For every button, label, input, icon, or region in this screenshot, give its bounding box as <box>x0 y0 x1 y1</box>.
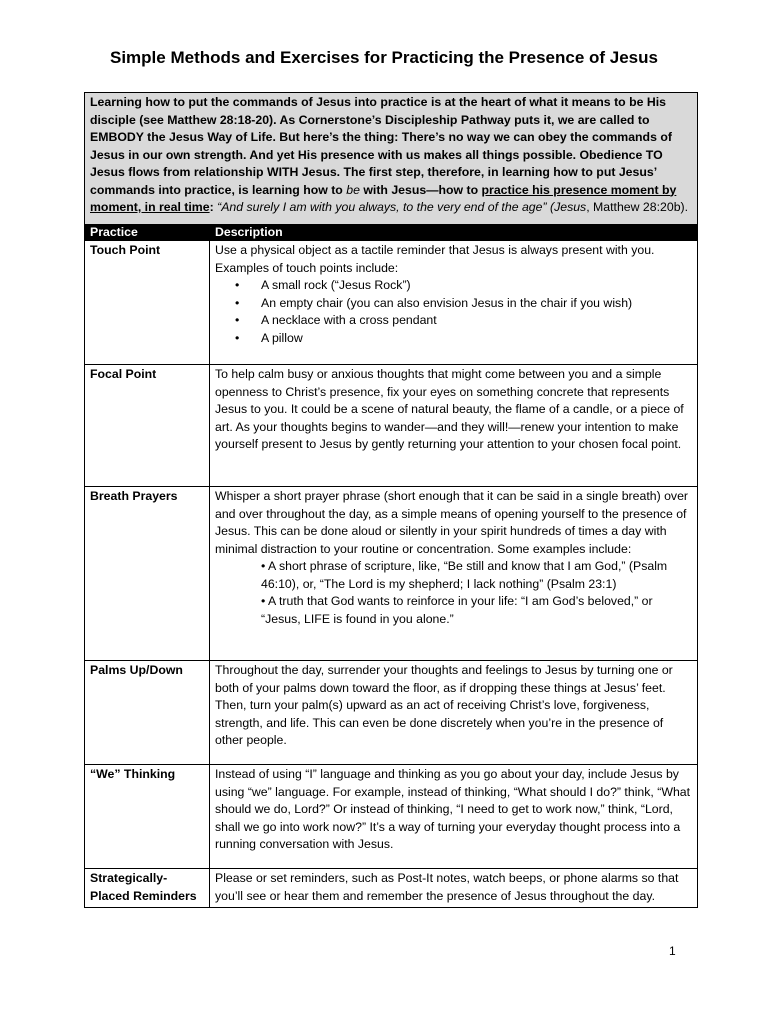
breath-prayers-text: Whisper a short prayer phrase (short enough that it can be said in a single breath) over and over throughout the day, as a simple means of opening yourself to the presence of Jesus. This can be done aloud or silently in your spirit hundreds of times a day with minimal distraction to your routine or concentration. Some examples include: <box>215 489 689 556</box>
touch-point-text: Use a physical object as a tactile reminder that Jesus is always present with you. Examples of touch points include: <box>215 243 655 275</box>
list-item: • A small rock (“Jesus Rock”) <box>261 277 692 295</box>
practice-reminders: Strategically-Placed Reminders <box>85 869 210 908</box>
table-row <box>85 765 698 869</box>
practice-palms: Palms Up/Down <box>85 661 210 765</box>
table-header-row <box>85 225 698 241</box>
table-row <box>85 661 698 765</box>
description-palms: Throughout the day, surrender your thoughts and feelings to Jesus by turning one or both of your palms down toward the floor, as if dropping these things at Jesus’ feet. Then, turn your palm(s) upward as an act of receiving Christ’s love, forgiveness, strength, and life. This can even be done discretely when you’re in the presence of other people. <box>210 661 698 765</box>
header-practice: Practice <box>85 225 210 241</box>
table-row <box>85 869 698 908</box>
intro-reference: , Matthew 28:20b <box>586 200 681 214</box>
description-breath-prayers <box>210 487 698 661</box>
intro-paragraph <box>85 93 698 225</box>
description-we-thinking: Instead of using “I” language and thinking as you go about your day, include Jesus by using “we” language. For example, instead of thinking, “What should I do?” think, “What should we do, Lord?” Or instead of thinking, “I need to get to work now,” think, “Lord, shall we go into work now?” It’s a way of turning your everyday thought process into a running conversation with Jesus. <box>210 765 698 869</box>
breath-example-1: • A short phrase of scripture, like, “Be still and know that I am God,” (Psalm 46:10), or, “The Lord is my shepherd; I lack nothing” (Psalm 23:1) <box>261 559 668 591</box>
intro-colon: : <box>209 200 218 214</box>
practices-table <box>84 92 698 908</box>
intro-quote-name: Jesus <box>554 200 587 214</box>
practice-breath-prayers: Breath Prayers <box>85 487 210 661</box>
practice-we-thinking: “We” Thinking <box>85 765 210 869</box>
description-touch-point <box>210 241 698 365</box>
intro-quote: “And surely I am with you always, to the very end of the age” ( <box>217 200 555 214</box>
breath-example-2: • A truth that God wants to reinforce in your life: “I am God’s beloved,” or “Jesus, LIFE is found in you alone.” <box>261 594 653 626</box>
list-item: • A pillow <box>261 330 692 348</box>
table-row <box>85 365 698 487</box>
practice-touch-point: Touch Point <box>85 241 210 365</box>
practice-focal-point: Focal Point <box>85 365 210 487</box>
intro-underlined: practice his presence moment by moment, in real time <box>90 182 677 214</box>
touch-point-list <box>215 277 692 347</box>
document-title: Simple Methods and Exercises for Practicing the Presence of Jesus <box>110 48 658 67</box>
intro-text-1: Learning how to put the commands of Jesus into practice is at the heart of what it means to be His disciple (see Matthew 28:18-20). As Cornerstone’s Discipleship Pathway puts it, we are called to EMBODY the Jesus Way of Life. But here’s the thing: There’s no way we can obey the commands of Jesus in our own strength. And yet His presence with us makes all things possible. Obedience TO Jesus flows from relationship WITH Jesus. The first step, therefore, in learning how to put Jesus’ commands into practice, is learning how to <box>90 95 672 197</box>
intro-row <box>85 93 698 225</box>
list-item: • A necklace with a cross pendant <box>261 312 692 330</box>
list-item: • An empty chair (you can also envision Jesus in the chair if you wish) <box>261 295 692 313</box>
intro-be: be <box>346 182 360 197</box>
description-reminders: Please or set reminders, such as Post-It notes, watch beeps, or phone alarms so that you’ll see or hear them and remember the presence of Jesus throughout the day. <box>210 869 698 908</box>
intro-text-2: with Jesus—how to <box>359 182 482 197</box>
intro-end: ). <box>680 200 689 214</box>
table-row <box>85 487 698 661</box>
header-description: Description <box>210 225 698 241</box>
description-focal-point: To help calm busy or anxious thoughts that might come between you and a simple openness to Christ’s presence, fix your eyes on something concrete that represents Jesus to you. It could be a scene of natural beauty, the flame of a candle, or a piece of art. As your thoughts begins to wander—and they will!—renew your intention to make yourself present to Jesus by gently returning your attention to your chosen focal point. <box>210 365 698 487</box>
table-row <box>85 241 698 365</box>
page-number: 1 <box>669 944 676 958</box>
